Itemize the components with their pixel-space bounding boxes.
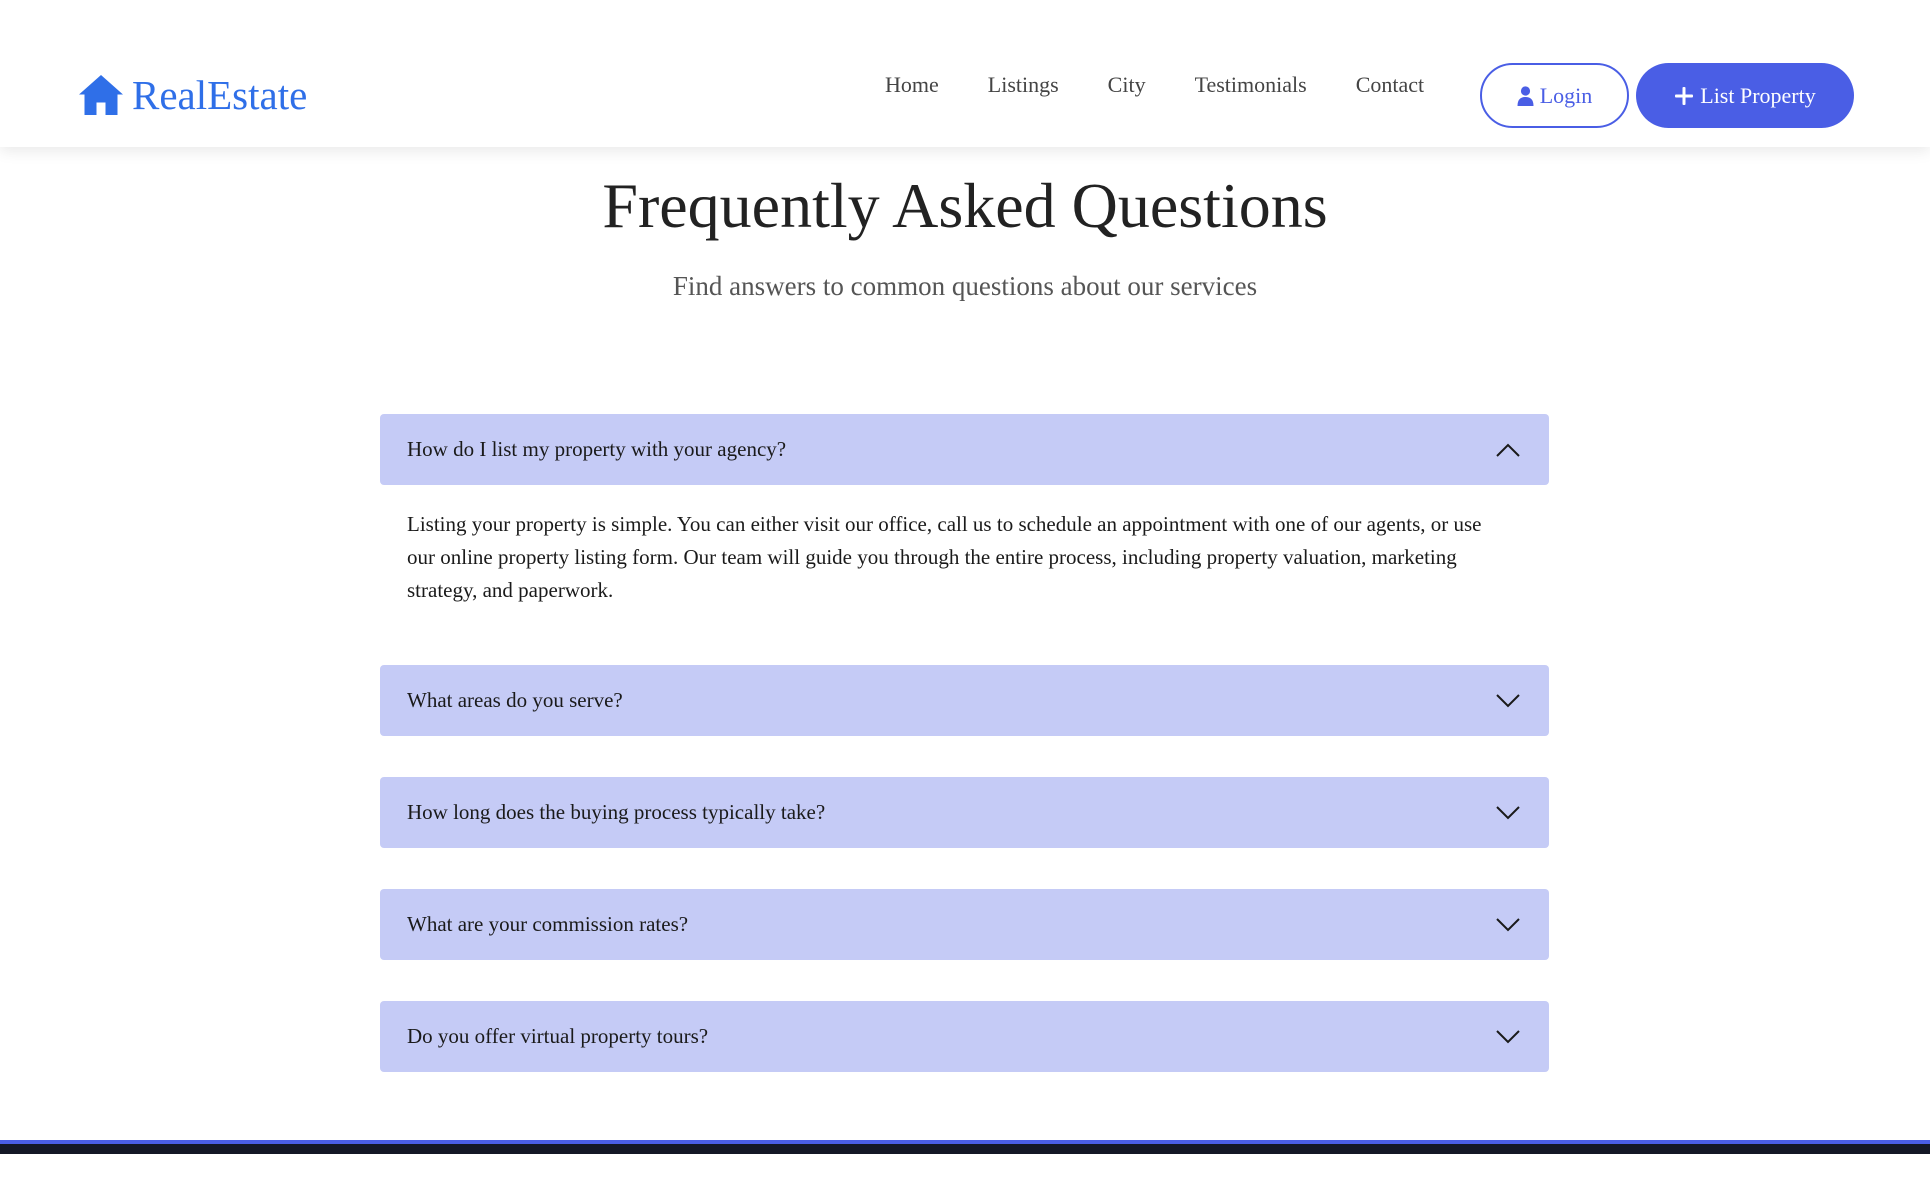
faq-question: What areas do you serve? <box>407 688 623 712</box>
faq-question: Do you offer virtual property tours? <box>407 1024 709 1048</box>
login-label: Login <box>1539 82 1593 108</box>
plus-icon <box>1674 86 1694 106</box>
user-icon <box>1517 86 1534 106</box>
faq-question: How long does the buying process typically take? <box>407 800 826 824</box>
nav-link-testimonials[interactable]: Testimonials <box>1194 72 1307 97</box>
faq-item <box>380 1001 1549 1072</box>
brand-logo-link[interactable] <box>78 72 307 118</box>
list-property-button[interactable] <box>1636 63 1854 128</box>
chevron-up-icon <box>1495 442 1521 458</box>
chevron-down-icon <box>1495 805 1521 821</box>
house-icon <box>78 74 124 116</box>
brand-name: RealEstate <box>132 72 308 118</box>
faq-item <box>380 777 1549 848</box>
faq-question-toggle[interactable] <box>380 1001 1549 1072</box>
faq-answer: Listing your property is simple. You can either visit our office, call us to schedule an appointment with one of our agents, or use our online property listing form. Our team will guide you through the entire process, including property valuation, marketing strategy, and paperwork. <box>407 512 1482 602</box>
faq-item <box>380 665 1549 736</box>
faq-question-toggle[interactable] <box>380 889 1549 960</box>
chevron-down-icon <box>1495 917 1521 933</box>
faq-question: How do I list my property with your agency? <box>407 437 787 461</box>
faq-question: What are your commission rates? <box>407 912 689 936</box>
faq-question-toggle[interactable] <box>380 777 1549 848</box>
navbar <box>0 0 1930 147</box>
footer-top-edge <box>0 1140 1930 1154</box>
page-title: Frequently Asked Questions <box>602 170 1328 241</box>
faq-item <box>380 414 1549 665</box>
faq-list <box>380 414 1549 1072</box>
page-subtitle: Find answers to common questions about our services <box>672 271 1258 301</box>
faq-question-toggle[interactable] <box>380 414 1549 485</box>
nav-link-home[interactable]: Home <box>885 72 939 97</box>
nav-link-city[interactable]: City <box>1107 72 1146 97</box>
login-button[interactable] <box>1480 63 1629 128</box>
main-nav <box>885 70 1424 100</box>
list-property-label: List Property <box>1700 82 1816 108</box>
faq-question-toggle[interactable] <box>380 665 1549 736</box>
nav-link-listings[interactable]: Listings <box>987 72 1059 97</box>
chevron-down-icon <box>1495 1029 1521 1045</box>
nav-link-contact[interactable]: Contact <box>1355 72 1425 97</box>
faq-item <box>380 889 1549 960</box>
chevron-down-icon <box>1495 693 1521 709</box>
